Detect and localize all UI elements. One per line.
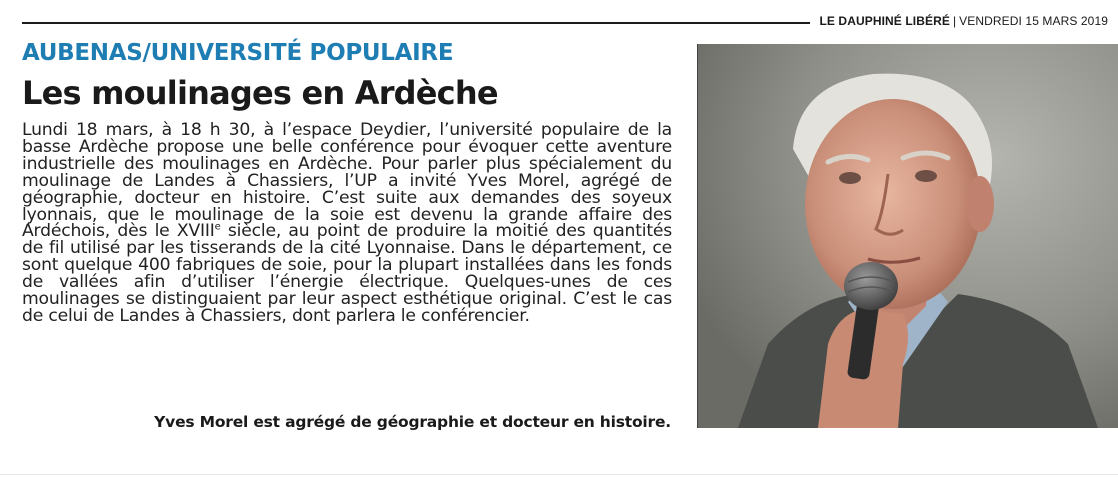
article-headline: Les moulinages en Ardèche [22, 74, 498, 112]
photo-caption: Yves Morel est agrégé de géographie et docteur en histoire. [154, 413, 671, 431]
header-rule [22, 22, 810, 24]
masthead [819, 14, 1108, 28]
masthead-separator: | [952, 14, 957, 28]
century-superscript: e [214, 221, 221, 233]
body-text-part-1: Lundi 18 mars, à 18 h 30, à l’espace Deydier, l’université populaire de la basse Ardèche propose une belle conférence pour évoquer cette aventure industrielle des moulinages en Ardèche. Pour parler plus spécialement du moulinage de Landes à Chassiers, l’UP a invité Yves Morel, agrégé de géographie, docteur en histoire. C’est suite aux demandes des soyeux lyonnais, que le moulinage de la soie est devenu la grande affaire des Ardéchois, dès le XVIII [22, 120, 672, 242]
section-kicker: AUBENAS/UNIVERSITÉ POPULAIRE [22, 40, 454, 66]
speaker-portrait-illustration [698, 44, 1118, 428]
footer-rule [0, 474, 1118, 475]
speaker-photo [697, 44, 1118, 428]
publication-date: VENDREDI 15 MARS 2019 [959, 14, 1108, 28]
newspaper-name: LE DAUPHINÉ LIBÉRÉ [819, 14, 950, 28]
body-text-part-2: siècle, au point de produire la moitié des quantités de fil utilisé par les tisserands de la cité Lyonnaise. Dans le département, ce sont quelque 400 fabriques de soie, pour la plupart installées dans les fonds de vallées afin d’utiliser l’énergie électrique. Quelques-unes de ces moulinages se distinguaient par leur aspect esthétique original. C’est le cas de celui de Landes à Chassiers, dont parlera le conférencier. [22, 221, 672, 326]
article-body [22, 122, 672, 325]
